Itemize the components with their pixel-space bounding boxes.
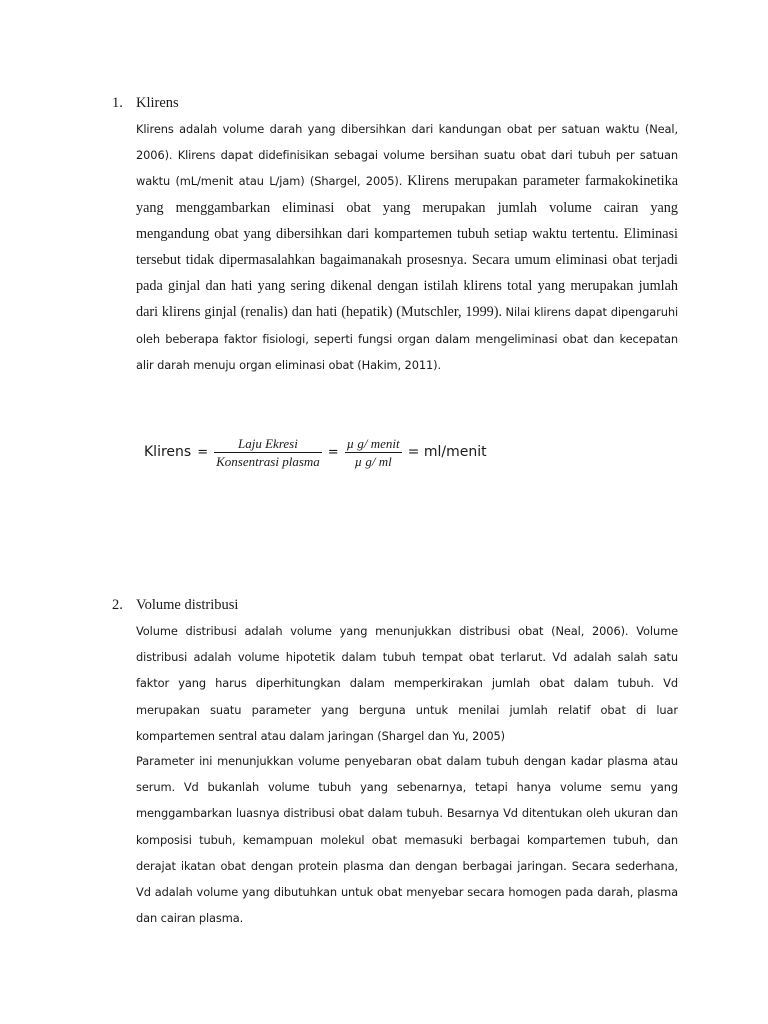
fraction-denominator: Konsentrasi plasma — [216, 453, 320, 469]
fraction-numerator: µ g/ menit — [346, 435, 400, 451]
section-number: 1. — [112, 95, 123, 111]
klirens-parameter-text: Klirens merupakan parameter farmakokinetika yang menggambarkan eliminasi obat yang merupakan jumlah volume cairan yang mengandung obat yang dibersihkan dari kompartemen tubuh setiap waktu tertentu. Eliminasi tersebut tidak dipermasalahkan bagaimanakah prosesnya. Secara umum eliminasi obat terjadi pada ginjal dan hati yang sering dikenal dengan istilah klirens total yang merupakan jumlah dari klirens ginjal (renalis) dan hati (hepatik) (Mutschler, 1999). — [136, 173, 678, 321]
section-heading-volume-distribusi — [112, 596, 238, 614]
formula-result: = ml/menit — [407, 444, 487, 460]
fraction-denominator: µ g/ ml — [354, 453, 392, 469]
formula-fraction-units — [345, 435, 402, 470]
klirens-definition-text: Klirens adalah volume darah yang dibersihkan dari kandungan obat per satuan waktu (Neal, 2006). Klirens dapat didefinisikan sebagai volume bersihan suatu obat dari tubuh per satuan waktu (mL/menit atau L/jam) (Shargel, 2005). — [136, 122, 678, 189]
klirens-factors-text: Nilai klirens dapat dipengaruhi oleh beberapa faktor fisiologi, seperti fungsi organ dalam mengeliminasi obat dan kecepatan alir darah menuju organ eliminasi obat (Hakim, 2011). — [136, 305, 679, 372]
volume-distribusi-paragraph-1: Volume distribusi adalah volume yang menunjukkan distribusi obat (Neal, 2006). Volume distribusi adalah volume hipotetik dalam tubuh tempat obat terlarut. Vd adalah salah satu faktor yang harus diperhitungkan dalam memperkirakan jumlah obat dalam tubuh. Vd merupakan suatu parameter yang berguna untuk menilai jumlah relatif obat di luar kompartemen sentral atau dalam jaringan (Shargel dan Yu, 2005) — [136, 624, 678, 743]
klirens-formula — [144, 430, 487, 474]
formula-fraction-rate — [214, 435, 322, 470]
formula-label: Klirens — [144, 444, 192, 460]
section-title: Klirens — [136, 95, 179, 111]
section-heading-klirens — [112, 94, 179, 112]
fraction-numerator: Laju Ekresi — [238, 435, 298, 451]
section-title: Volume distribusi — [136, 597, 239, 613]
volume-distribusi-paragraph-2: Parameter ini menunjukkan volume penyebaran obat dalam tubuh dengan kadar plasma atau serum. Vd bukanlah volume tubuh yang sebenarnya, tetapi hanya volume semu yang menggambarkan luasnya distribusi obat dalam tubuh. Besarnya Vd ditentukan oleh ukuran dan komposisi tubuh, kemampuan molekul obat memasuki berbagai kompartemen tubuh, dan derajat ikatan obat dengan protein plasma dan dengan berbagai jaringan. Secara sederhana, Vd adalah volume yang dibutuhkan untuk obat menyebar secara homogen pada darah, plasma dan cairan plasma. — [136, 754, 678, 926]
klirens-paragraph — [136, 116, 678, 378]
formula-equals: = — [197, 444, 209, 460]
section-number: 2. — [112, 597, 123, 613]
formula-equals: = — [327, 444, 339, 460]
